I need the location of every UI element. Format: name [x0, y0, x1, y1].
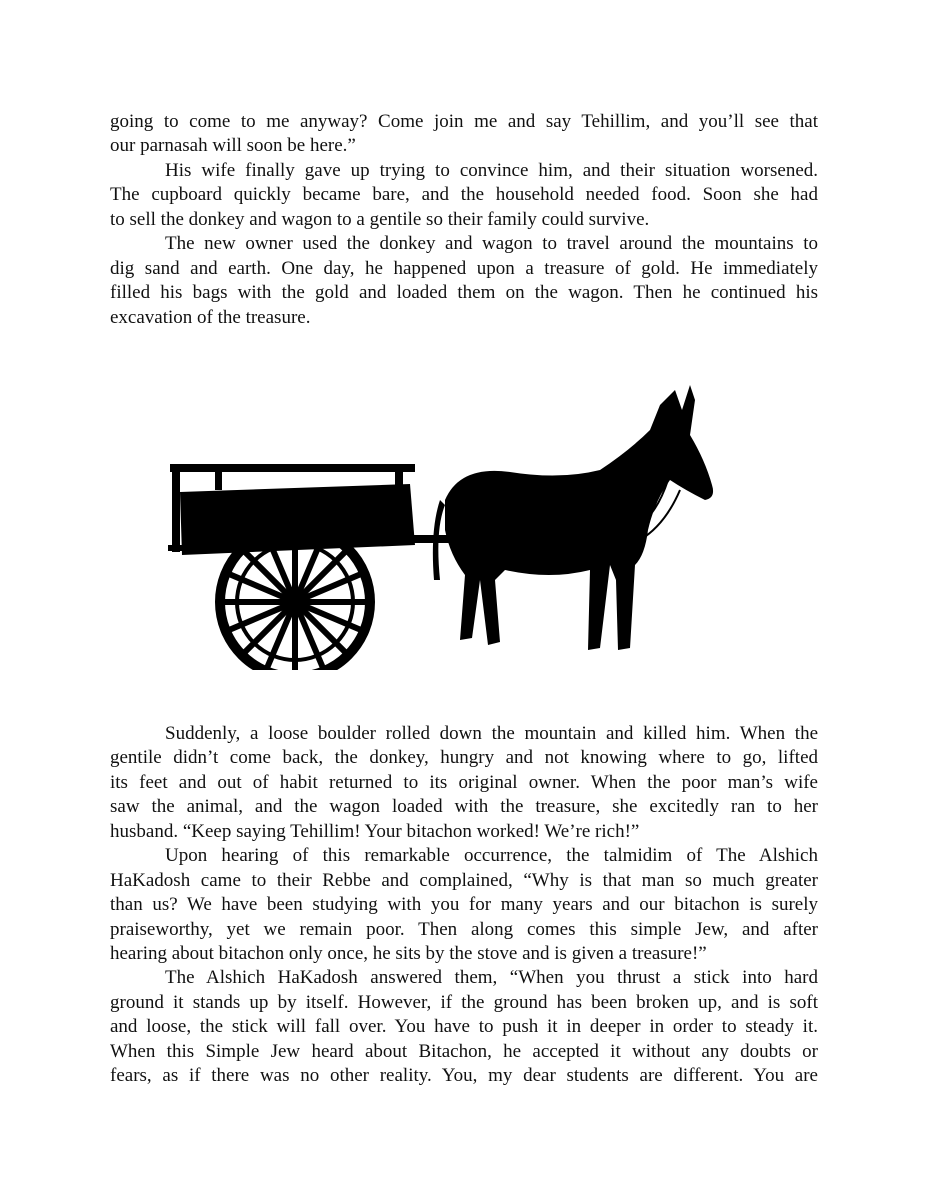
text-line: When this Simple Jew heard about Bitachon, he accepted it without any doubts or	[110, 1040, 818, 1062]
text-line: ground it stands up by itself. However, if the ground has been broken up, and is soft	[110, 991, 818, 1013]
text-line: gentile didn’t come back, the donkey, hungry and not knowing where to go, lifted	[110, 747, 818, 769]
paragraph	[110, 966, 818, 1088]
paragraph	[110, 110, 818, 159]
text-line: its feet and out of habit returned to its original owner. When the poor man’s wife	[110, 771, 818, 793]
text-line: fears, as if there was no other reality. You, my dear students are different. You are	[110, 1065, 818, 1087]
text-line: Upon hearing of this remarkable occurrence, the talmidim of The Alshich	[165, 845, 818, 867]
text-line: hearing about bitachon only once, he sits by the stove and is given a treasure!”	[110, 942, 707, 964]
text-line: and loose, the stick will fall over. You have to push it in deeper in order to steady it.	[110, 1016, 818, 1038]
text-line: going to come to me anyway? Come join me and say Tehillim, and you’ll see that	[110, 111, 818, 132]
text-line: His wife finally gave up trying to convince him, and their situation worsened.	[165, 159, 818, 181]
text-line: than us? We have been studying with you for many years and our bitachon is surely	[110, 894, 818, 916]
paragraph	[110, 722, 818, 844]
text-line: saw the animal, and the wagon loaded with the treasure, she excitedly ran to her	[110, 796, 818, 818]
text-line: The Alshich HaKadosh answered them, “When you thrust a stick into hard	[165, 967, 818, 989]
text-line: excavation of the treasure.	[110, 306, 311, 328]
paragraph	[110, 844, 818, 966]
donkey-silhouette	[433, 385, 713, 650]
donkey-cart-illustration	[160, 380, 730, 670]
text-line: husband. “Keep saying Tehillim! Your bitachon worked! We’re rich!”	[110, 820, 640, 842]
text-line: praiseworthy, yet we remain poor. Then along comes this simple Jew, and after	[110, 918, 818, 940]
text-line: our parnasah will soon be here.”	[110, 135, 356, 157]
paragraph	[110, 159, 818, 232]
wheel-icon	[220, 527, 370, 670]
text-line: The cupboard quickly became bare, and the household needed food. Soon she had	[110, 184, 818, 206]
text-line: dig sand and earth. One day, he happened upon a treasure of gold. He immediately	[110, 257, 818, 279]
text-line: HaKadosh came to their Rebbe and complained, “Why is that man so much greater	[110, 869, 818, 891]
text-block-bottom	[110, 722, 818, 1089]
text-block-top	[110, 110, 818, 330]
text-line: Suddenly, a loose boulder rolled down the mountain and killed him. When the	[165, 723, 818, 744]
text-line: to sell the donkey and wagon to a gentile so their family could survive.	[110, 208, 650, 230]
paragraph	[110, 232, 818, 330]
text-line: filled his bags with the gold and loaded them on the wagon. Then he continued his	[110, 282, 818, 304]
text-line: The new owner used the donkey and wagon to travel around the mountains to	[165, 233, 818, 255]
